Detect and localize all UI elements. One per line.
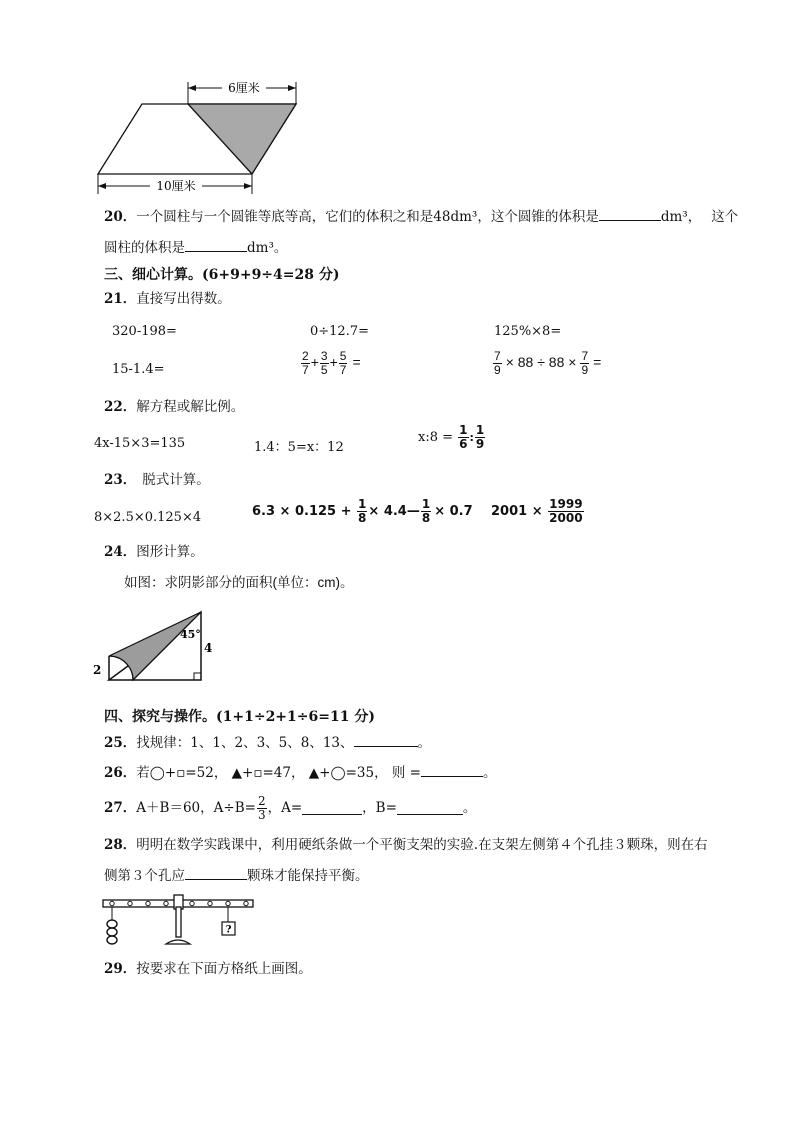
question-28-line1: 28．明明在数学实践课中，利用硬纸条做一个平衡支架的实验.在支架左侧第４个孔挂３颗珠，则在右 [104,837,708,853]
question-27: 27． A＋B＝60，A÷B= $\frac{2}{3}$ ，A= ，B= 。 [104,793,477,822]
fraction-sum-expression: $\frac{2}{7}$ + $\frac{3}{5}$ + $\frac{5}{7}$ = [302,349,361,377]
question-number: 20． [104,209,137,225]
answer-blank[interactable] [421,763,483,777]
stepwise-item: 8×2.5×0.125×4 [94,510,202,525]
dim-label-top: 6厘米 [228,81,260,95]
calc-item: 15-1.4= [112,362,165,377]
beads [107,920,117,944]
question-20-line1: 20．一个圆柱与一个圆锥等底等高，它们的体积之和是48dm³，这个圆锥的体积是 dm³， 这个 [104,209,739,225]
left-length-label: 2 [93,663,102,677]
question-21: 21．直接写出得数。 [104,291,231,307]
question-28-line2: 侧第３个孔应 颗珠才能保持平衡。 [104,868,369,884]
answer-blank[interactable] [397,801,463,815]
right-length-label: 4 [204,641,213,655]
calc-item: 125%×8= [494,324,562,339]
balance-figure [100,892,260,950]
question-24: 24．图形计算。 [104,544,204,560]
stepwise-item: 2001 × $\frac{1999}{2000}$ [491,497,583,525]
question-22: 22．解方程或解比例。 [104,399,245,415]
equation-item: 4x-15×3=135 [94,436,186,451]
stepwise-item: 6.3 × 0.125 + $\frac{1}{8}$ × 4.4— $\frac{1}{8}$ × 0.7 [252,497,473,525]
shaded-area-figure [88,604,218,690]
answer-blank[interactable] [354,733,418,747]
question-25: 25．找规律：1、1、2、3、5、8、13、 。 [104,735,432,751]
answer-blank[interactable] [302,801,362,815]
volume-value: 48dm³ [433,209,478,225]
unknown-mark: ? [225,924,232,936]
question-29: 29．按要求在下面方格纸上画图。 [104,961,312,977]
trapezoid-figure [90,76,310,198]
answer-blank[interactable] [185,866,247,880]
question-20-line2: 圆柱的体积是 dm³。 [104,240,288,256]
proportion-item: 1.4：5=x：12 [254,440,344,455]
calc-item: 0÷12.7= [310,324,370,339]
section-title: 四、探究与操作。(1+1÷2+1÷6=11 分) [104,709,375,725]
fraction-product-expression: $\frac{7}{9}$ × 88 ÷ 88 × $\frac{7}{9}$ = [494,349,602,377]
question-26: 26．若◯+▫=52， ▲+▫=47， ▲+◯=35， 则 = 。 [104,765,497,781]
angle-label: 45° [180,628,201,641]
dim-label-bottom: 10厘米 [156,179,196,193]
question-24-instruction: 如图：求阴影部分的面积(单位：cm)。 [124,575,354,590]
answer-blank[interactable] [599,207,661,221]
answer-blank[interactable] [185,238,247,252]
ratio-item: x:8 = $\frac{1}{6}$ : $\frac{1}{9}$ [418,423,485,451]
section-title: 三、细心计算。(6+9+9÷4=28 分) [104,267,340,283]
calc-item: 320-198= [112,324,177,339]
question-23: 23． 脱式计算。 [104,472,210,488]
balance-base [166,940,190,944]
balance-stand [176,907,181,937]
